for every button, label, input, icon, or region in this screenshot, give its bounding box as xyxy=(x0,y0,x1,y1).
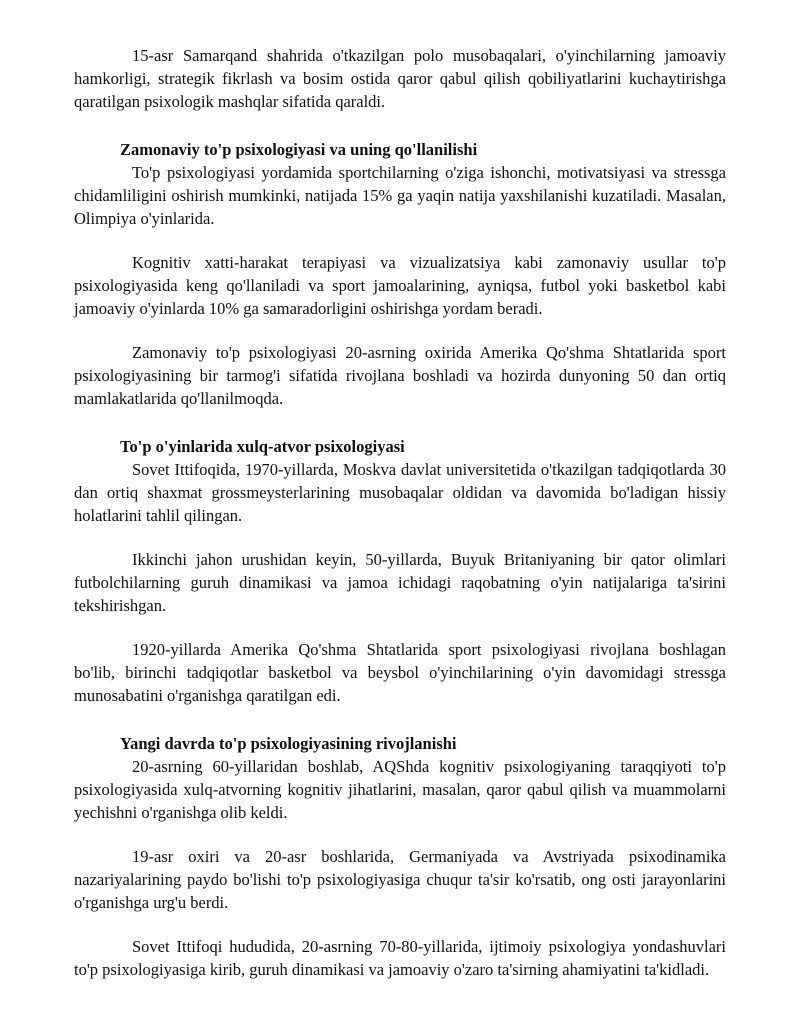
paragraph-cognitive-therapy: Kognitiv xatti-harakat terapiyasi va vizualizatsiya kabi zamonaviy usullar to'p psixologiyasida keng qo'llaniladi va sport jamoalarining, ayniqsa, futbol yoki basketbol kabi jamoaviy o'yinlarda 10% ga samaradorligini oshirishga yordam beradi. xyxy=(74,253,726,318)
paragraph-psychodynamics: 19-asr oxiri va 20-asr boshlarida, Germaniyada va Avstriyada psixodinamika nazariyalarining paydo bo'lishi to'p psixologiyasiga chuqur ta'sir ko'rsatib, ong osti jarayonlarini o'rganishga urg'u berdi. xyxy=(74,847,726,912)
paragraph-polo-samarkand: 15-asr Samarqand shahrida o'tkazilgan polo musobaqalari, o'yinchilarning jamoaviy hamkorligi, strategik fikrlash va bosim ostida qaror qabul qilish qobiliyatlarini kuchaytirishga qaratilgan psixologik mashqlar sifatida qaraldi. xyxy=(74,46,726,111)
paragraph-soviet-chess: Sovet Ittifoqida, 1970-yillarda, Moskva davlat universitetida o'tkazilgan tadqiqotlarda 30 dan ortiq shaxmat grossmeysterlarining musobaqalar oldidan va davomida bo'ladigan hissiy holatlarini tahlil qilingan. xyxy=(74,460,726,525)
section-heading-new-era-development: Yangi davrda to'p psixologiyasining rivojlanishi xyxy=(120,734,457,753)
paragraph-soviet-social-psychology: Sovet Ittifoqi hududida, 20-asrning 70-80-yillarida, ijtimoiy psixologiya yondashuvlari to'p psixologiyasiga kirib, guruh dinamikasi va jamoaviy o'zaro ta'sirning ahamiyatini ta'kidladi. xyxy=(74,937,726,979)
paragraph-cognitive-1960s: 20-asrning 60-yillaridan boshlab, AQShda kognitiv psixologiyaning taraqqiyoti to'p psixologiyasida xulq-atvorning kognitiv jihatlarini, masalan, qaror qabul qilish va muammolarni yechishni o'rganishga olib keldi. xyxy=(74,757,726,822)
paragraph-modern-usa: Zamonaviy to'p psixologiyasi 20-asrning oxirida Amerika Qo'shma Shtatlarida sport psixologiyasining bir tarmog'i sifatida rivojlana boshladi va hozirda dunyoning 50 dan ortiq mamlakatlarida qo'llanilmoqda. xyxy=(74,343,726,408)
paragraph-britain-football: Ikkinchi jahon urushidan keyin, 50-yillarda, Buyuk Britaniyaning bir qator olimlari futbolchilarning guruh dinamikasi va jamoa ichidagi raqobatning o'yin natijalariga ta'sirini tekshirishgan. xyxy=(74,550,726,615)
document-page xyxy=(74,44,726,981)
section-heading-behavior-psychology: To'p o'yinlarida xulq-atvor psixologiyasi xyxy=(120,437,405,456)
section-heading-modern-ball-psychology: Zamonaviy to'p psixologiyasi va uning qo'llanilishi xyxy=(120,140,478,159)
paragraph-athlete-confidence: To'p psixologiyasi yordamida sportchilarning o'ziga ishonchi, motivatsiyasi va stressga chidamliligini oshirish mumkinki, natijada 15% ga yaqin natija yaxshilanishi kuzatiladi. Masalan, Olimpiya o'yinlarida. xyxy=(74,163,726,228)
paragraph-usa-1920s: 1920-yillarda Amerika Qo'shma Shtatlarida sport psixologiyasi rivojlana boshlagan bo'lib, birinchi tadqiqotlar basketbol va beysbol o'yinchilarining o'yin davomidagi stressga munosabatini o'rganishga qaratilgan edi. xyxy=(74,640,726,705)
